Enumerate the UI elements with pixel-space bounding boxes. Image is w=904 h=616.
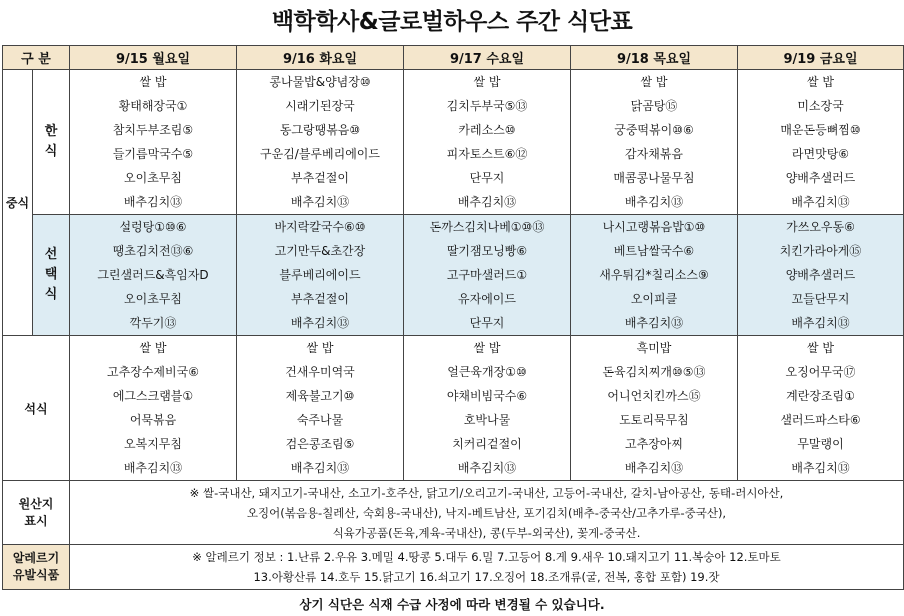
dinner-wed xyxy=(404,336,571,481)
lunch-korean-thu xyxy=(571,70,738,215)
origin-info xyxy=(70,481,904,545)
menu-item: 호박나물 xyxy=(463,413,511,427)
lunch-label: 중식 xyxy=(3,70,33,336)
menu-item: 단무지 xyxy=(469,316,505,330)
menu-item: 제육불고기⑩ xyxy=(285,389,355,403)
menu-item: 딸기잼모닝빵⑥ xyxy=(446,244,528,258)
menu-item: 오복지무침 xyxy=(124,437,182,451)
menu-item: 설렁탕①⑩⑥ xyxy=(119,220,187,234)
day-header-wed: 9/17 수요일 xyxy=(404,46,571,70)
menu-item: 에그스크램블① xyxy=(112,389,194,403)
menu-item: 닭곰탕⑮ xyxy=(630,99,678,113)
day-header-thu: 9/18 목요일 xyxy=(571,46,738,70)
menu-item: 유자에이드 xyxy=(458,292,516,306)
dinner-mon xyxy=(70,336,237,481)
menu-item: 매콤콩나물무침 xyxy=(613,171,695,185)
menu-item: 미소장국 xyxy=(797,99,844,113)
special-label: 선 택 식 xyxy=(33,215,70,336)
menu-item: 새우튀김*칠리소스⑨ xyxy=(599,268,709,282)
menu-item: 참치두부조림⑤ xyxy=(112,123,194,137)
origin-line: 오징어(볶음용-칠레산, 숙회용-국내산), 낙지-베트남산, 포기김치(배추-중국산/고추가루-중국산), xyxy=(246,505,727,520)
allergy-line: 13.아황산류 14.호두 15.닭고기 16.쇠고기 17.오징어 18.조개류(굴, 전복, 홍합 포함) 19.잣 xyxy=(253,570,720,584)
menu-item: 동그랑땡볶음⑩ xyxy=(279,123,361,137)
footer-note: 상기 식단은 식재 수급 사정에 따라 변경될 수 있습니다. xyxy=(299,597,605,612)
menu-item: 들기름막국수⑤ xyxy=(112,147,194,161)
dinner-label: 석식 xyxy=(3,336,70,481)
menu-item: 피자토스트⑥⑫ xyxy=(446,147,528,161)
menu-item: 양배추샐러드 xyxy=(785,171,856,185)
menu-item: 매운돈등뼈찜⑩ xyxy=(780,123,861,137)
menu-item: 배추김치⑬ xyxy=(791,461,850,475)
menu-item: 쌀 밥 xyxy=(640,75,668,89)
lunch-special-tue xyxy=(237,215,404,336)
menu-item: 어니언치킨까스⑮ xyxy=(607,389,701,403)
allergy-line: ※ 알레르기 정보 : 1.난류 2.우유 3.메밀 4.땅콩 5.대두 6.밀 7.고등어 8.게 9.새우 10.돼지고기 11.복숭아 12.토마토 xyxy=(192,550,781,564)
menu-item: 계란장조림① xyxy=(786,389,855,403)
lunch-special-fri xyxy=(738,215,904,336)
origin-line: ※ 쌀-국내산, 돼지고기-국내산, 소고기-호주산, 닭고기/오리고기-국내산, 고등어-국내산, 갈치-남아공산, 동태-러시아산, xyxy=(189,485,784,500)
menu-item: 배추김치⑬ xyxy=(457,461,517,475)
menu-item: 쌀 밥 xyxy=(306,341,334,355)
lunch-korean-row xyxy=(3,70,904,215)
menu-item: 얼큰육개장①⑩ xyxy=(447,365,527,379)
menu-item: 단무지 xyxy=(469,171,505,185)
menu-item: 배추김치⑬ xyxy=(290,316,350,330)
dinner-fri xyxy=(738,336,904,481)
lunch-special-row xyxy=(3,215,904,336)
menu-item: 치킨가라아게⑮ xyxy=(779,244,862,258)
menu-item: 숙주나물 xyxy=(296,413,344,427)
menu-item: 오이피클 xyxy=(630,292,678,306)
lunch-special-thu xyxy=(571,215,738,336)
menu-item: 양배추샐러드 xyxy=(785,268,856,282)
menu-item: 배추김치⑬ xyxy=(624,461,684,475)
origin-row xyxy=(3,481,904,545)
menu-item: 배추김치⑬ xyxy=(290,195,350,209)
menu-item: 카레소스⑩ xyxy=(458,123,516,137)
menu-item: 건새우미역국 xyxy=(285,365,355,379)
menu-item: 바지락칼국수⑥⑩ xyxy=(274,220,366,234)
allergy-label: 알레르기 유발식품 xyxy=(3,545,70,590)
menu-item: 시래기된장국 xyxy=(285,99,355,113)
menu-item: 고추장수제비국⑥ xyxy=(107,365,199,379)
menu-item: 야채비빔국수⑥ xyxy=(446,389,528,403)
menu-item: 궁중떡볶이⑩⑥ xyxy=(614,123,694,137)
menu-item: 부추겉절이 xyxy=(291,292,349,306)
menu-item: 쌀 밥 xyxy=(473,75,501,89)
menu-item: 꼬들단무지 xyxy=(791,292,850,306)
menu-item: 배추김치⑬ xyxy=(290,461,350,475)
lunch-korean-mon xyxy=(70,70,237,215)
header-row xyxy=(3,46,904,70)
menu-item: 배추김치⑬ xyxy=(457,195,517,209)
menu-item: 쌀 밥 xyxy=(139,341,167,355)
lunch-korean-fri xyxy=(738,70,904,215)
menu-item: 깍두기⑬ xyxy=(129,316,177,330)
origin-label: 원산지 표시 xyxy=(3,481,70,545)
page-title: 백학학사&글로벌하우스 주간 식단표 xyxy=(271,9,633,35)
menu-item: 쌀 밥 xyxy=(139,75,167,89)
day-header-fri: 9/19 금요일 xyxy=(738,46,904,70)
menu-item: 오징어무국⑰ xyxy=(785,365,856,379)
menu-item: 치커리겉절이 xyxy=(452,437,522,451)
dinner-tue xyxy=(237,336,404,481)
menu-item: 흑미밥 xyxy=(636,341,672,355)
menu-item: 블루베리에이드 xyxy=(279,268,361,282)
menu-item: 쌀 밥 xyxy=(807,341,834,355)
meal-table xyxy=(2,45,904,590)
menu-item: 그린샐러드&흑임자D xyxy=(97,268,209,282)
menu-item: 고추장아찌 xyxy=(625,437,683,451)
menu-item: 돈까스김치나베①⑩⑬ xyxy=(429,220,545,234)
menu-item: 고구마샐러드① xyxy=(446,268,528,282)
dinner-row xyxy=(3,336,904,481)
menu-item: 샐러드파스타⑥ xyxy=(780,413,861,427)
menu-item: 땡초김치전⑬⑥ xyxy=(112,244,194,258)
menu-item: 무말랭이 xyxy=(797,437,844,451)
menu-item: 배추김치⑬ xyxy=(791,195,850,209)
menu-item: 배추김치⑬ xyxy=(123,195,183,209)
korean-label: 한 식 xyxy=(33,70,70,215)
menu-item: 황태해장국① xyxy=(118,99,188,113)
menu-item: 감자채볶음 xyxy=(625,147,683,161)
lunch-special-wed xyxy=(404,215,571,336)
menu-item: 어묵볶음 xyxy=(129,413,177,427)
origin-line: 식육가공품(돈육,계육-국내산), 콩(두부-외국산), 꽃게-중국산. xyxy=(332,525,641,540)
lunch-korean-wed xyxy=(404,70,571,215)
menu-item: 콩나물밥&양념장⑩ xyxy=(269,75,371,89)
menu-item: 배추김치⑬ xyxy=(624,316,684,330)
menu-item: 라면맛탕⑥ xyxy=(791,147,850,161)
allergy-row xyxy=(3,545,904,590)
menu-item: 김치두부국⑤⑬ xyxy=(446,99,528,113)
menu-item: 오이초무침 xyxy=(124,171,182,185)
menu-item: 배추김치⑬ xyxy=(624,195,684,209)
menu-item: 가쓰오우동⑥ xyxy=(786,220,855,234)
day-header-mon: 9/15 월요일 xyxy=(70,46,237,70)
allergy-info xyxy=(70,545,904,590)
day-header-tue: 9/16 화요일 xyxy=(237,46,404,70)
dinner-thu xyxy=(571,336,738,481)
menu-item: 구운김/블루베리에이드 xyxy=(260,147,380,161)
menu-item: 오이초무침 xyxy=(124,292,182,306)
menu-item: 고기만두&초간장 xyxy=(274,244,366,258)
menu-item: 돈육김치찌개⑩⑤⑬ xyxy=(602,365,706,379)
menu-item: 도토리묵무침 xyxy=(619,413,689,427)
menu-item: 배추김치⑬ xyxy=(123,461,183,475)
menu-item: 부추겉절이 xyxy=(291,171,349,185)
menu-item: 쌀 밥 xyxy=(807,75,834,89)
menu-item: 검은콩조림⑤ xyxy=(285,437,355,451)
menu-item: 베트남쌀국수⑥ xyxy=(613,244,695,258)
menu-item: 쌀 밥 xyxy=(473,341,501,355)
category-header: 구 분 xyxy=(3,46,70,70)
lunch-special-mon xyxy=(70,215,237,336)
lunch-korean-tue xyxy=(237,70,404,215)
menu-item: 배추김치⑬ xyxy=(791,316,850,330)
menu-item: 나시고랭볶음밥①⑩ xyxy=(602,220,706,234)
